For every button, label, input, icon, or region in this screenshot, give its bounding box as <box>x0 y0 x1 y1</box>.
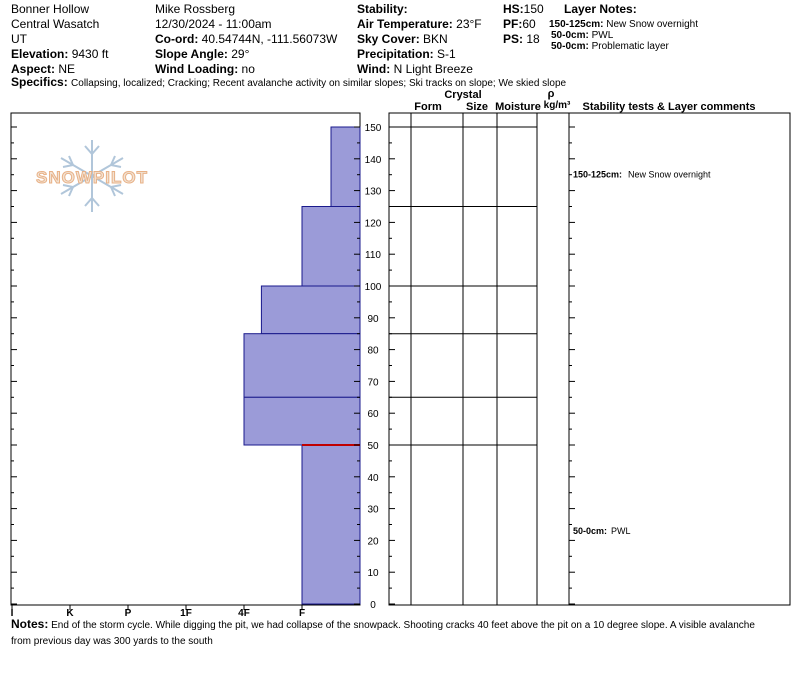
layer-notes-title: Layer Notes: <box>564 2 637 16</box>
y-tick-label: 130 <box>364 186 382 198</box>
hardness-bar <box>302 445 360 604</box>
state: UT <box>11 32 27 46</box>
y-tick-label: 100 <box>364 282 382 293</box>
notes-section <box>11 616 771 650</box>
hs-label: HS: <box>503 2 524 16</box>
datetime: 12/30/2024 - 11:00am <box>155 17 272 31</box>
elevation-label: Elevation: <box>11 47 69 61</box>
location: Bonner Hollow <box>11 2 90 16</box>
precip-value: S-1 <box>437 47 456 61</box>
comment-range: 150-125cm: <box>573 169 623 180</box>
hardness-bars <box>244 127 360 604</box>
comment-text: PWL <box>611 525 631 536</box>
wind-loading-value: no <box>241 62 255 76</box>
layer-note-range: 150-125cm: <box>549 19 604 30</box>
coord-label: Co-ord: <box>155 32 199 46</box>
header-density-unit: kg/m³ <box>543 100 571 111</box>
aspect-value: NE <box>58 62 76 76</box>
header-stability: Stability tests & Layer comments <box>582 101 756 113</box>
hardness-label: I <box>10 608 14 619</box>
hardness-label: K <box>66 608 74 619</box>
pf-label: PF: <box>503 17 523 31</box>
observer: Mike Rossberg <box>155 2 236 16</box>
header-form: Form <box>414 101 442 113</box>
sky-label: Sky Cover: <box>357 32 420 46</box>
watermark-text: SNOWPILOT <box>36 168 148 187</box>
coord-value: 40.54744N, -111.56073W <box>201 32 338 46</box>
air-temp-value: 23°F <box>456 17 482 31</box>
specifics-text: Collapsing, localized; Cracking; Recent avalanche activity on similar slopes; Ski tracks on slope; We skied slope <box>71 78 567 89</box>
layer-comments <box>573 170 711 536</box>
comment-text: New Snow overnight <box>628 169 711 180</box>
y-tick-label: 150 <box>364 123 382 134</box>
hardness-bar <box>302 207 360 287</box>
notes-text: End of the storm cycle. While digging the pit, we had collapse of the snowpack. Shooting cracks 40 feet above the pit on a 10 degree slope. A visible avalanche from previous day was 300 yards to the south <box>11 620 755 647</box>
layer-note-text: PWL <box>591 30 614 41</box>
aspect-label: Aspect: <box>11 62 56 76</box>
y-tick-label: 140 <box>364 154 382 166</box>
hardness-bar <box>331 127 360 207</box>
right-depth-ticks <box>389 127 575 604</box>
hardness-bar <box>261 286 360 334</box>
table-column-dividers <box>411 113 569 605</box>
wind-value: N Light Breeze <box>393 62 473 76</box>
region: Central Wasatch <box>11 17 100 31</box>
y-tick-label: 30 <box>367 504 379 516</box>
header-rho: ρ <box>547 88 555 100</box>
pf-value: 60 <box>522 17 536 31</box>
hs-value: 150 <box>523 2 544 16</box>
comment-range: 50-0cm: <box>573 525 608 536</box>
y-tick-label: 70 <box>367 377 379 389</box>
air-temp-label: Air Temperature: <box>357 17 453 31</box>
sky-value: BKN <box>423 32 448 46</box>
y-tick-label: 10 <box>367 568 379 580</box>
layer-note-text: Problematic layer <box>591 41 669 52</box>
stability-label: Stability: <box>357 2 408 16</box>
layer-note-range: 50-0cm: <box>551 41 589 52</box>
hardness-bar <box>244 334 360 398</box>
y-tick-label: 40 <box>367 472 379 484</box>
hardness-label: 1F <box>180 608 192 619</box>
slope-label: Slope Angle: <box>155 47 228 61</box>
snowpilot-watermark <box>36 140 148 212</box>
slope-value: 29° <box>231 47 250 61</box>
hardness-label: P <box>124 608 132 619</box>
wind-label: Wind: <box>357 62 391 76</box>
layer-note-text: New Snow overnight <box>606 19 698 30</box>
header-crystal: Crystal <box>444 89 482 101</box>
notes-label: Notes: <box>11 617 49 631</box>
hardness-label: F <box>298 608 306 619</box>
column-headers <box>414 88 755 113</box>
ps-value: 18 <box>526 32 540 46</box>
y-tick-label: 50 <box>367 441 379 452</box>
wind-loading-label: Wind Loading: <box>155 62 239 76</box>
y-tick-label: 20 <box>367 536 379 548</box>
y-tick-label: 60 <box>367 409 379 421</box>
height-axis <box>365 123 382 611</box>
header-moisture: Moisture <box>495 101 541 113</box>
hardness-bar <box>244 397 360 445</box>
precip-label: Precipitation: <box>357 47 434 61</box>
hardness-label: 4F <box>238 608 250 619</box>
layer-note-range: 50-0cm: <box>551 30 589 41</box>
ps-label: PS: <box>503 32 524 46</box>
y-tick-label: 120 <box>364 218 382 230</box>
y-tick-label: 80 <box>367 345 379 357</box>
specifics-label: Specifics: <box>11 75 68 89</box>
y-tick-label: 110 <box>365 250 381 262</box>
elevation-value: 9430 ft <box>71 47 109 61</box>
header-size: Size <box>465 101 489 113</box>
y-tick-label: 0 <box>370 600 376 611</box>
y-tick-label: 90 <box>367 313 379 325</box>
